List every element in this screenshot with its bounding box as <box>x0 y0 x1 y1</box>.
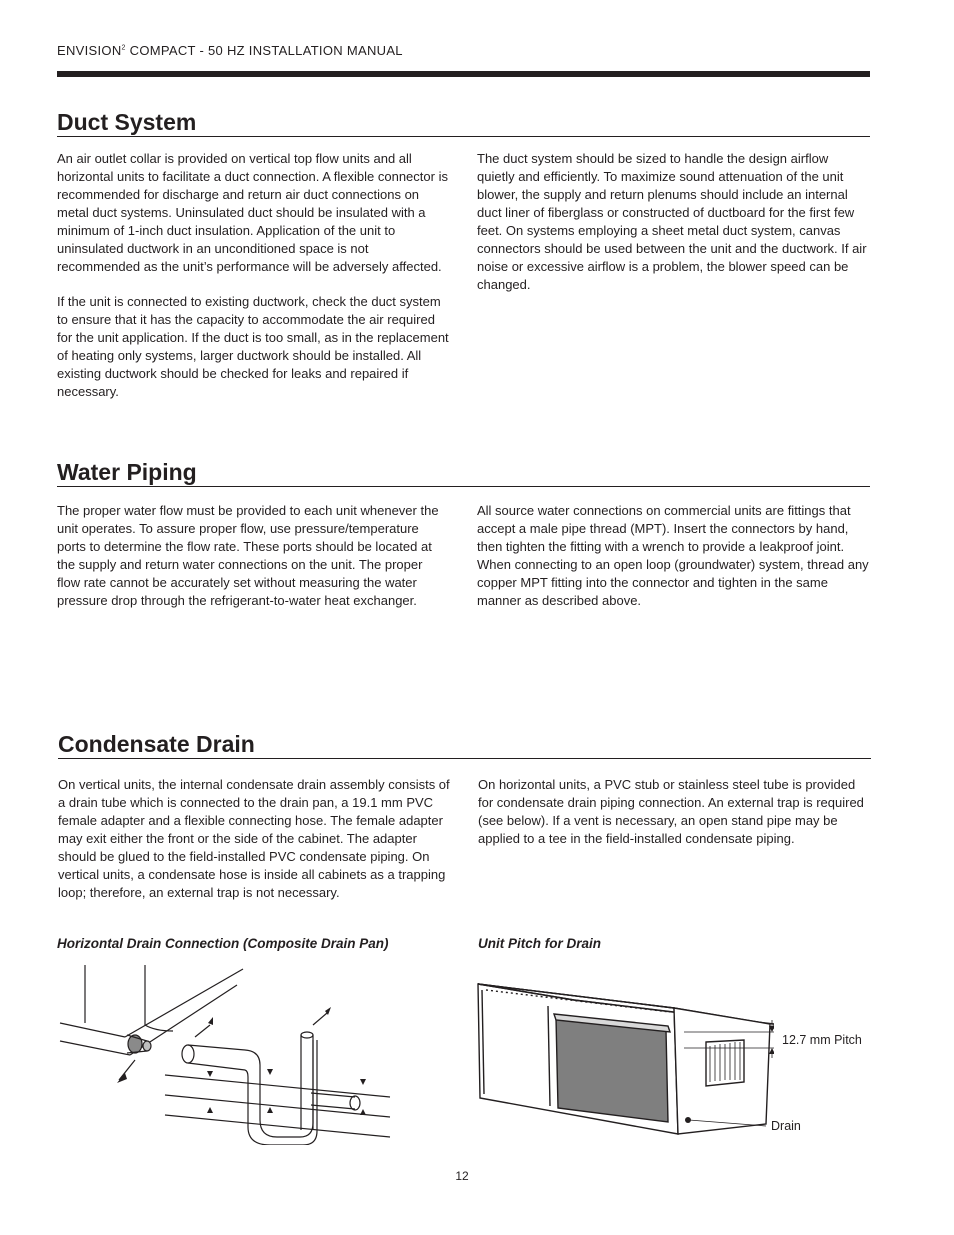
water-left-paragraph-1: The proper water flow must be provided to each unit whenever the unit operates. To assure proper flow, use pressure/temperature ports to determine the flow rate. These ports should be located at the supply and return water connections on the unit. The proper flow rate cannot be accurately set without measuring the water pressure drop through the refrigerant-to-water heat exchanger. <box>57 503 439 608</box>
condensate-left-column <box>58 776 450 919</box>
water-right-paragraph-1: All source water connections on commercial units are fittings that accept a male pipe thread (MPT). Insert the connectors by hand, then tighten the fitting with a wrench to provide a leakproof joint. When connecting to an open loop (groundwater) system, thread any copper MPT fitting into the connector and tighten in the same manner as described above. <box>477 503 869 608</box>
unit-pitch-diagram <box>474 980 774 1140</box>
page-number: 12 <box>455 1169 469 1183</box>
duct-system-heading: Duct System <box>57 108 870 137</box>
header-rule <box>57 71 870 77</box>
header-brand: ENVISION <box>57 43 122 58</box>
figure-caption-unit-pitch: Unit Pitch for Drain <box>478 936 602 951</box>
header-superscript: 2 <box>121 44 126 52</box>
water-right-column <box>477 502 869 627</box>
condensate-right-paragraph-1: On horizontal units, a PVC stub or stainless steel tube is provided for condensate drain piping connection. An external trap is required (see below). If a vent is necessary, an open stand pipe may be applied to a tee in the field-installed condensate piping. <box>478 777 864 846</box>
duct-left-paragraph-1: An air outlet collar is provided on vertical top flow units and all horizontal units to facilitate a duct connection. A flexible connector is recommended for discharge and return air duct connections on metal duct systems. Uninsulated duct should be insulated with a minimum of 1-inch duct insulation. Application of the unit to uninsulated ductwork in an unconditioned space is not recommended as the unit’s performance will be adversely affected. <box>57 151 448 274</box>
duct-left-column <box>57 150 449 418</box>
condensate-drain-heading: Condensate Drain <box>58 730 871 759</box>
condensate-left-paragraph-1: On vertical units, the internal condensate drain assembly consists of a drain tube which is connected to the drain pan, a 19.1 mm PVC female adapter and a flexible connecting hose. The female adapter may exit either the front or the side of the cabinet. The adapter should be glued to the field-installed PVC condensate piping. On vertical units, a condensate hose is inside all cabinets as a trapping loop; therefore, an external trap is not necessary. <box>58 777 450 900</box>
horizontal-drain-connection-diagram <box>55 965 400 1145</box>
water-piping-heading: Water Piping <box>57 458 870 487</box>
header-title: COMPACT - 50 HZ INSTALLATION MANUAL <box>125 43 403 58</box>
running-header <box>57 43 403 58</box>
duct-right-paragraph-1: The duct system should be sized to handle the design airflow quietly and efficiently. To maximize sound attenuation of the unit blower, the supply and return plenums should include an internal duct liner of fiberglass or constructed of ductboard for the first few feet. On systems employing a sheet metal duct system, canvas connectors should be used between the unit and the ductwork. If air noise or excessive airflow is a problem, the blower speed can be changed. <box>477 151 867 292</box>
water-left-column <box>57 502 449 627</box>
condensate-right-column <box>478 776 870 865</box>
duct-right-column <box>477 150 869 311</box>
drain-label: Drain <box>771 1119 801 1133</box>
figure-caption-horizontal-drain: Horizontal Drain Connection (Composite Drain Pan) <box>57 936 389 951</box>
duct-left-paragraph-2: If the unit is connected to existing ductwork, check the duct system to ensure that it has the capacity to accommodate the air required for the unit application. If the duct is too small, as in the replacement of heating only systems, larger ductwork should be installed. All existing ductwork should be checked for leaks and repaired if necessary. <box>57 294 449 399</box>
pitch-label: 12.7 mm Pitch <box>782 1033 862 1047</box>
